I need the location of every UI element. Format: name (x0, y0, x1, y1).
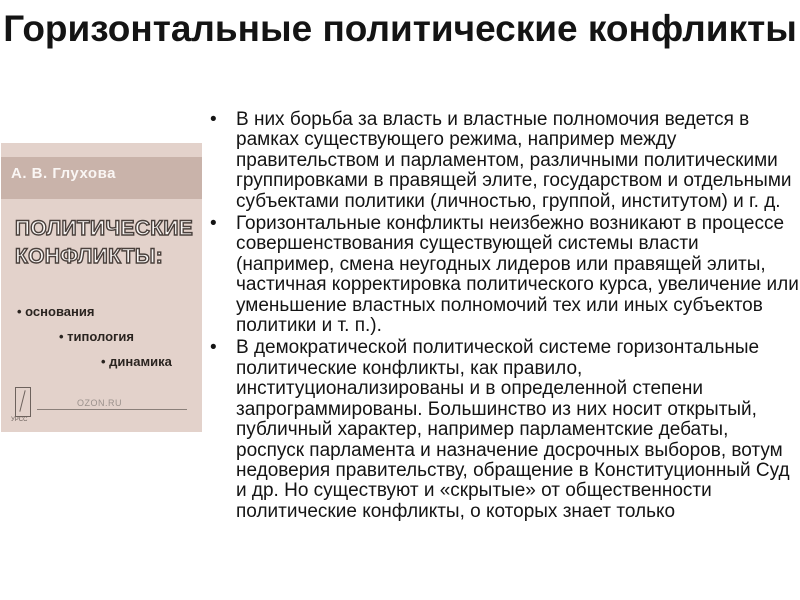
bullet-text: Горизонтальные конфликты неизбежно возникают в процессе совершенствования существующей системы власти (например, смена неугодных лидеров или правящей элиты, частичная корректировка политического курса, увеличение или уменьшение властных полномочий тех или иных субъектов политики и т. п.). (236, 213, 799, 337)
book-title: ПОЛИТИЧЕСКИЕ КОНФЛИКТЫ: (15, 217, 194, 268)
bullet-item (206, 110, 800, 212)
book-topic: • основания (17, 304, 95, 319)
slide-title: Горизонтальные политические конфликты (3, 8, 797, 49)
book-cover-image (1, 143, 202, 432)
cover-rule (37, 409, 187, 410)
book-topic: • динамика (101, 354, 172, 369)
publisher-logo-icon (15, 387, 31, 417)
bullet-icon: • (210, 337, 217, 359)
bullet-item (206, 214, 800, 336)
bullet-text: В демократической политической системе горизонтальные политические конфликты, как правило, институционализированы и в определенной степени запрограммированы. Большинство из них носит открытый, публичный характер, например парламентские дебаты, роспуск парламента и назначение досрочных выборов, вотум недоверия правительству, обращение в Конституционный Суд и др. Но существуют и «скрытые» от общественности политические конфликты, о которых знает только (236, 337, 790, 522)
bullet-list (206, 110, 800, 524)
book-publisher: УРСС (11, 417, 28, 423)
watermark: OZON.RU (77, 398, 122, 408)
bullet-item (206, 338, 800, 522)
bullet-icon: • (210, 109, 217, 130)
bullet-icon: • (210, 213, 217, 235)
bullet-text: В них борьба за власть и властные полномочия ведется в рамках существующего режима, например между правительством и парламентом, различными политическими группировками в правящей элите, государством и отдельными субъектами политики (личностью, группой, институтом) и г. д. (236, 109, 792, 212)
book-topic: • типология (59, 329, 135, 344)
book-author: А. В. Глухова (11, 165, 116, 182)
